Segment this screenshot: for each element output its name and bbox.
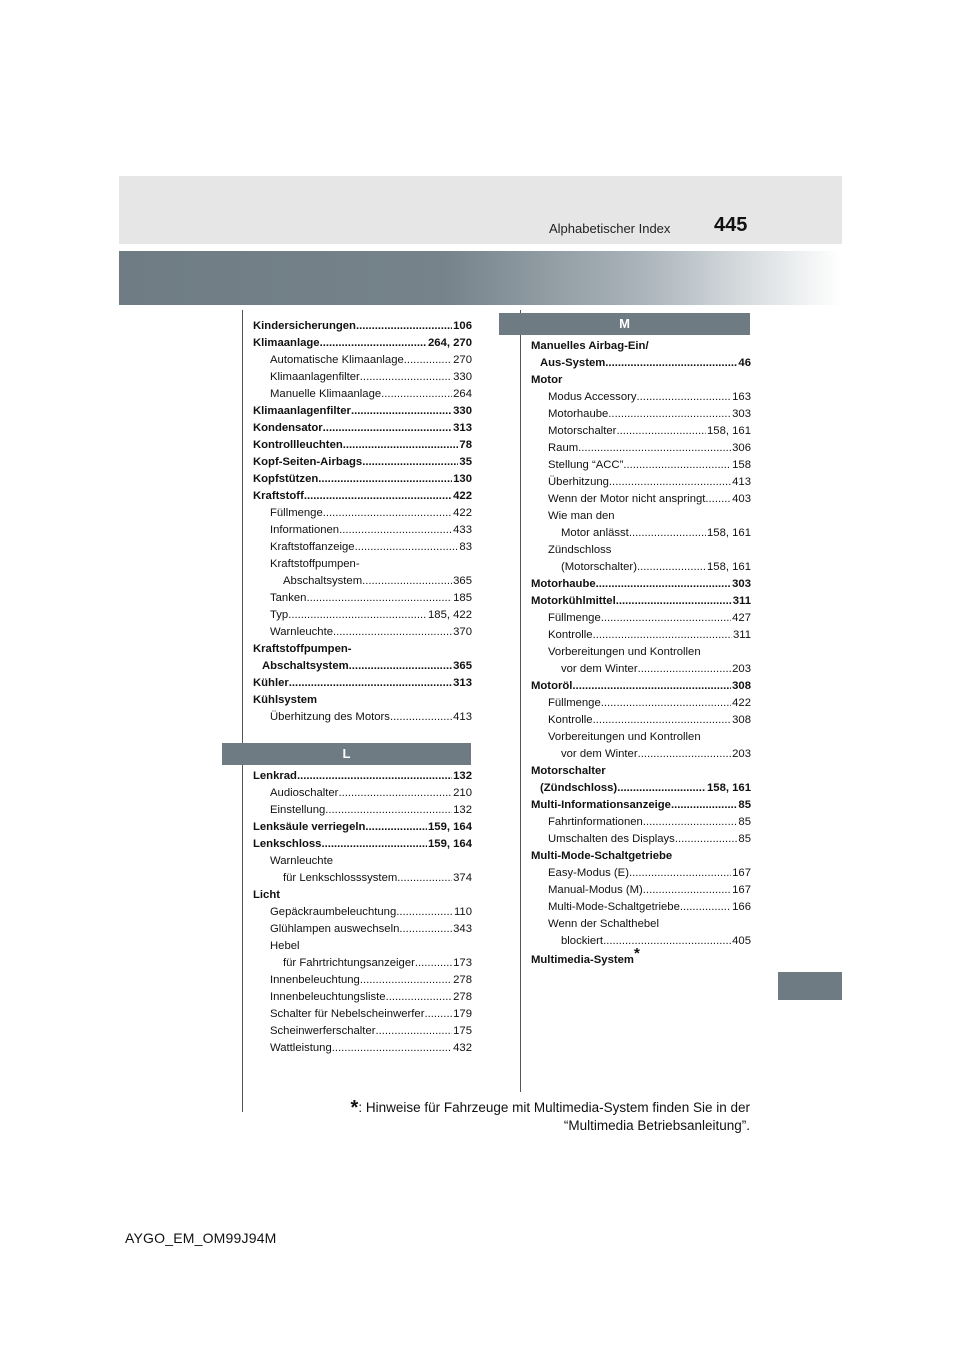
column-divider-middle [520,310,521,1092]
index-entry-page: 278 [453,991,472,1003]
index-entry-term: Manuelle Klimaanlage [270,388,382,400]
index-entry-page: 158, 161 [707,782,751,794]
index-entry-term: Kopfstützen [253,473,319,485]
index-entry-page: 365 [453,660,472,672]
footnote-asterisk: * [350,1097,359,1119]
dot-leader [424,1006,452,1023]
index-entry: Warnleuchte [270,855,333,867]
index-entry-page: 175 [453,1025,472,1037]
index-entry [531,627,751,644]
index-entry-term: Innenbeleuchtung [270,974,360,986]
index-entry-page: 106 [453,320,472,332]
index-entry-page: 311 [732,629,751,641]
dot-leader [386,989,453,1006]
index-entry-term: Füllmenge [270,507,323,519]
index-entry-term: Multi-Informationsanzeige [531,799,671,811]
index-entry-term: Manual-Modus (M) [548,884,643,896]
dot-leader [289,675,452,692]
index-entry-term: Kraftstoff [253,490,304,502]
index-entry-term: Kontrollleuchten [253,439,343,451]
index-entry-page: 166 [732,901,751,913]
dot-leader [617,780,706,797]
index-entry [531,831,751,848]
dot-leader [601,695,731,712]
dot-leader [323,420,452,437]
index-entry-term: vor dem Winter [561,663,638,675]
index-entry [253,1006,472,1023]
index-entry: Kraftstoffpumpen- [270,558,360,570]
index-entry [531,780,751,797]
index-entry-term: Warnleuchte [270,626,333,638]
index-entry [531,474,751,491]
document-code: AYGO_EM_OM99J94M [125,1230,277,1246]
dot-leader [349,658,452,675]
index-entry-page: 163 [732,391,751,403]
index-entry [531,525,751,542]
index-entry-term: Raum [548,442,579,454]
index-entry-term: Lenksäule verriegeln [253,821,366,833]
index-entry-page: 85 [738,816,751,828]
index-entry-term: für Fahrtrichtungsanzeiger [283,957,415,969]
dot-leader [320,335,427,352]
index-entry [531,457,751,474]
header-title: Alphabetischer Index [549,221,671,236]
dot-leader [404,352,452,369]
index-entry-page: 85 [738,833,751,845]
index-entry [531,678,751,695]
section-header-m: M [499,313,750,335]
index-entry [253,335,472,352]
dot-leader [616,593,732,610]
index-entry-term: Typ [270,609,289,621]
index-entry-page: 167 [732,884,751,896]
index-entry-term: Kopf-Seiten-Airbags [253,456,363,468]
index-column-right [531,338,751,969]
index-entry-term: Multi-Mode-Schaltgetriebe [548,901,680,913]
index-entry [531,559,751,576]
dot-leader [638,661,732,678]
dot-leader [637,389,732,406]
index-entry-page: 313 [453,677,472,689]
index-entry-page: 83 [459,541,472,553]
index-entry-page: 173 [453,957,472,969]
index-entry-term: Wattleistung [270,1042,332,1054]
index-column-left-top [253,318,472,726]
dot-leader [297,768,452,785]
index-entry: Wie man den [548,510,615,522]
index-entry: Licht [253,889,280,901]
footnote [351,1097,750,1135]
index-entry-term: Modus Accessory [548,391,637,403]
dot-leader [351,403,452,420]
index-entry [253,802,472,819]
index-entry-term: Innenbeleuchtungsliste [270,991,386,1003]
dot-leader [671,797,737,814]
dot-leader [593,627,732,644]
dot-leader [415,955,452,972]
index-entry [531,695,751,712]
index-entry [531,576,751,593]
dot-leader [603,933,731,950]
index-entry-page: 330 [453,371,472,383]
dot-leader [390,709,452,726]
index-entry: Wenn der Schalthebel [548,918,659,930]
dot-leader [616,423,706,440]
index-entry [531,661,751,678]
index-entry: Motor [531,374,563,386]
index-entry [531,746,751,763]
index-entry-multimedia [531,945,751,969]
index-entry [253,386,472,403]
index-entry [253,522,472,539]
index-entry-page: 159, 164 [428,838,472,850]
index-entry-term: Stellung “ACC” [548,459,624,471]
dot-leader [601,610,731,627]
index-entry-page: 185, 422 [428,609,472,621]
index-entry [531,355,751,372]
index-entry [253,318,472,335]
dot-leader [355,539,459,556]
index-entry-term: Tanken [270,592,307,604]
index-entry [253,539,472,556]
index-entry-page: 185 [453,592,472,604]
column-divider-left [242,310,243,1112]
index-entry-term: Kontrolle [548,714,593,726]
dot-leader [332,1040,452,1057]
dot-leader [381,386,452,403]
index-entry-term: Motorkühlmittel [531,595,616,607]
footnote-line-2: “Multimedia Betriebsanleitung”. [563,1118,750,1133]
index-entry [253,505,472,522]
index-entry-page: 306 [732,442,751,454]
index-entry-page: 210 [453,787,472,799]
index-entry [253,904,472,921]
footnote-marker: * [633,945,640,962]
index-entry-page: 432 [453,1042,472,1054]
index-entry-page: 203 [732,748,751,760]
index-entry [531,814,751,831]
index-entry [253,471,472,488]
index-entry-term: Abschaltsystem [262,660,349,672]
dot-leader [356,318,452,335]
index-entry-term: Schalter für Nebelscheinwerfer [270,1008,425,1020]
index-entry [253,972,472,989]
dot-leader [399,921,452,938]
footnote-line-1: : Hinweise für Fahrzeuge mit Multimedia-System finden Sie in der [358,1100,750,1115]
index-entry [253,1023,472,1040]
dot-leader [360,972,452,989]
index-entry-page: 405 [732,935,751,947]
index-entry-term: Audioschalter [270,787,339,799]
index-entry-page: 85 [738,799,751,811]
index-entry-term: Lenkschloss [253,838,322,850]
index-entry-term: Motoröl [531,680,573,692]
index-entry-term: blockiert [561,935,604,947]
index-entry [531,491,751,508]
section-header-l: L [222,743,471,765]
index-entry-page: 132 [453,804,472,816]
index-entry-page: 370 [453,626,472,638]
index-entry-term: Motorhaube [548,408,609,420]
index-entry: Kraftstoffpumpen- [253,643,352,655]
index-entry-page: 308 [732,714,751,726]
index-entry-page: 433 [453,524,472,536]
dot-leader [323,505,452,522]
index-entry [253,590,472,607]
dot-leader [675,831,738,848]
index-entry-term: Aus-System [540,357,606,369]
index-entry: Vorbereitungen und Kontrollen [548,646,701,658]
index-entry [531,593,751,610]
index-entry [253,658,472,675]
index-entry-page: 110 [453,906,472,918]
index-entry-page: 203 [732,663,751,675]
index-entry-page: 413 [732,476,751,488]
dot-leader [629,865,731,882]
dot-leader [321,836,427,853]
dot-leader [680,899,731,916]
index-entry-page: 413 [453,711,472,723]
index-entry-page: 427 [732,612,751,624]
dot-leader [325,802,452,819]
dot-leader [333,624,452,641]
index-entry-term: Glühlampen auswechseln [270,923,400,935]
dot-leader [637,559,706,576]
index-entry-page: 422 [453,490,472,502]
index-entry [531,865,751,882]
dot-leader [596,576,732,593]
index-entry-term: Kühler [253,677,289,689]
index-entry-term: Wenn der Motor nicht anspringt [548,493,706,505]
dot-leader [609,474,731,491]
index-entry-page: 403 [732,493,751,505]
dot-leader [362,573,452,590]
index-entry-term: Automatische Klimaanlage [270,354,404,366]
index-entry-page: 132 [453,770,472,782]
index-entry-term: Umschalten des Displays [548,833,675,845]
index-column-left-bottom [253,768,472,1057]
index-entry: Manuelles Airbag-Ein/ [531,340,649,352]
dot-leader [593,712,732,729]
dot-leader [397,870,452,887]
dot-leader [608,406,731,423]
index-entry-term: Füllmenge [548,612,601,624]
index-entry-term: Motorschalter [548,425,617,437]
dot-leader [578,440,731,457]
index-entry-page: 78 [459,439,472,451]
index-entry-page: 159, 164 [428,821,472,833]
index-entry-page: 158 [732,459,751,471]
chapter-tab [778,972,842,1000]
index-entry-term: Motorhaube [531,578,596,590]
index-entry [253,624,472,641]
index-entry [253,420,472,437]
index-entry-page: 158, 161 [707,425,751,437]
index-entry-page: 365 [453,575,472,587]
index-entry [253,403,472,420]
index-entry [531,389,751,406]
dot-leader [360,369,452,386]
index-entry-term: vor dem Winter [561,748,638,760]
dot-leader [705,491,731,508]
index-entry: Zündschloss [548,544,612,556]
index-entry-page: 303 [732,408,751,420]
index-entry [531,423,751,440]
index-entry-page: 158, 161 [707,527,751,539]
index-entry-page: 303 [732,578,751,590]
index-entry-term: Füllmenge [548,697,601,709]
index-entry-page: 179 [453,1008,472,1020]
index-entry-term: Klimaanlagenfilter [253,405,351,417]
index-entry [531,882,751,899]
index-entry [253,836,472,853]
index-entry-term: Gepäckraumbeleuchtung [270,906,397,918]
index-entry-term: Überhitzung des Motors [270,711,390,723]
index-entry-page: 46 [738,357,751,369]
index-entry [253,454,472,471]
index-entry-page: 264 [453,388,472,400]
index-entry-term: Multimedia-System [531,954,634,966]
index-entry-term: (Zündschloss) [540,782,618,794]
dot-leader [306,590,452,607]
index-entry [531,610,751,627]
index-entry-term: Kontrolle [548,629,593,641]
index-entry: Motorschalter [531,765,606,777]
header-gradient-bar [119,251,842,305]
index-entry-page: 264, 270 [428,337,472,349]
dot-leader [288,607,427,624]
index-entry [531,406,751,423]
index-entry-term: Lenkrad [253,770,297,782]
index-entry [531,440,751,457]
index-entry [253,437,472,454]
index-entry [531,899,751,916]
index-entry-page: 330 [453,405,472,417]
index-entry [531,712,751,729]
dot-leader [365,819,427,836]
index-entry-page: 374 [453,872,472,884]
index-entry-term: Scheinwerferschalter [270,1025,376,1037]
index-entry [253,989,472,1006]
index-entry-term: Klimaanlagenfilter [270,371,360,383]
dot-leader [343,437,459,454]
index-entry [253,870,472,887]
index-entry [253,488,472,505]
index-entry: Hebel [270,940,300,952]
index-entry-page: 270 [453,354,472,366]
index-entry-term: Kraftstoffanzeige [270,541,355,553]
dot-leader [643,882,731,899]
index-entry [253,369,472,386]
index-entry-term: (Motorschalter) [561,561,637,573]
index-entry-term: Easy-Modus (E) [548,867,629,879]
index-entry [253,785,472,802]
dot-leader [339,522,452,539]
dot-leader [643,814,738,831]
index-entry-term: Kindersicherungen [253,320,356,332]
index-entry [531,797,751,814]
dot-leader [304,488,452,505]
index-entry-term: Einstellung [270,804,326,816]
index-entry: Vorbereitungen und Kontrollen [548,731,701,743]
index-entry [253,819,472,836]
index-entry-term: für Lenkschlosssystem [283,872,398,884]
index-entry-page: 313 [453,422,472,434]
dot-leader [362,454,458,471]
index-entry: Kühlsystem [253,694,318,706]
dot-leader [638,746,732,763]
index-entry-term: Motor anlässt [561,527,629,539]
index-entry-term: Kondensator [253,422,323,434]
index-entry-page: 422 [453,507,472,519]
dot-leader [572,678,731,695]
index-entry [253,768,472,785]
index-entry [253,607,472,624]
index-entry [253,921,472,938]
index-entry [253,675,472,692]
page-number: 445 [714,214,748,236]
dot-leader [629,525,706,542]
dot-leader [338,785,452,802]
index-entry-page: 158, 161 [707,561,751,573]
index-entry-page: 422 [732,697,751,709]
dot-leader [318,471,452,488]
index-entry-page: 130 [453,473,472,485]
dot-leader [605,355,737,372]
index-entry: Multi-Mode-Schaltgetriebe [531,850,673,862]
index-entry-term: Klimaanlage [253,337,320,349]
dot-leader [396,904,453,921]
index-entry [253,709,472,726]
dot-leader [623,457,731,474]
index-entry-page: 35 [459,456,472,468]
index-entry-term: Überhitzung [548,476,609,488]
index-entry-term: Abschaltsystem [283,575,363,587]
index-entry [253,1040,472,1057]
index-entry-page: 167 [732,867,751,879]
index-entry [253,352,472,369]
index-entry-term: Informationen [270,524,340,536]
index-entry-term: Fahrtinformationen [548,816,643,828]
index-entry-page: 278 [453,974,472,986]
index-entry [253,573,472,590]
index-entry-page: 311 [732,595,751,607]
index-entry [253,955,472,972]
index-entry-page: 343 [453,923,472,935]
dot-leader [375,1023,452,1040]
index-entry [531,933,751,950]
index-entry-page: 308 [732,680,751,692]
